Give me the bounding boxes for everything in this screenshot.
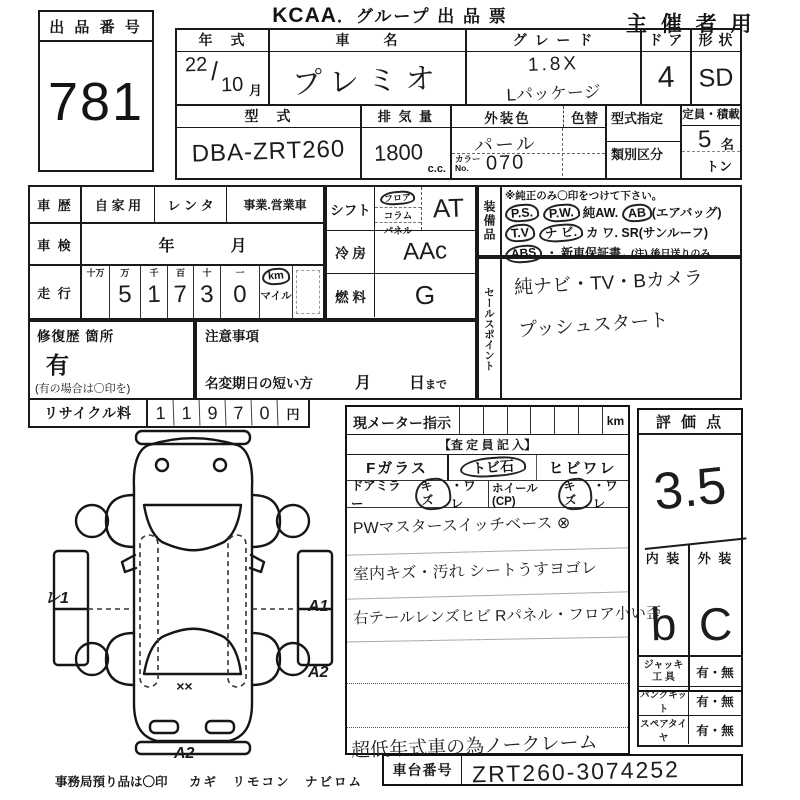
history-rental: レ ン タ	[155, 187, 227, 222]
color-value: パール	[473, 133, 538, 158]
door-mirror-cell	[347, 479, 489, 511]
classification-label: 類別区分	[611, 147, 664, 162]
puncture-kit-label: パンクキット	[639, 687, 689, 715]
inspection-month: 月	[230, 237, 247, 255]
form-title	[230, 2, 550, 28]
brand-logo: KCAA	[272, 4, 337, 27]
equipment-line2	[505, 223, 737, 242]
wheel-cell	[489, 479, 628, 511]
mark-right-a1: A1	[308, 598, 329, 615]
jack-tool-value: 有・無	[696, 665, 734, 680]
shift-opt-panel: パネル	[375, 222, 421, 237]
type-designation-cell	[607, 106, 682, 178]
capacity-unit: 名	[720, 137, 734, 152]
mirror-kizu-circled: キズ	[414, 477, 452, 511]
interior-grade: b	[649, 597, 678, 651]
pw-circled: P.W.	[542, 203, 580, 224]
color-change-label: 色替	[563, 106, 605, 127]
type-designation-label: 型式指定	[607, 106, 680, 142]
recycle-digit: 7	[226, 400, 253, 427]
rename-label: 名変期日の短い方	[205, 376, 313, 391]
chassis-label: 車台番号	[384, 756, 462, 784]
mileage-empty-cell	[293, 266, 323, 318]
office-note: 事務局預り品は〇印	[55, 775, 168, 789]
month-value: 10	[220, 73, 244, 97]
repair-label: 修復歴 箇所	[37, 329, 115, 344]
repair-value: 有	[46, 352, 69, 378]
genuine-aw: 純AW.	[582, 206, 619, 220]
displacement-value: 1800	[373, 139, 424, 166]
rating-box	[637, 408, 743, 692]
km-circled: km	[262, 267, 291, 286]
mark-rear-xx: ××	[176, 678, 193, 694]
displacement-unit: c.c.	[427, 163, 446, 175]
history-block	[28, 185, 325, 320]
car-topview-drawing	[40, 425, 345, 760]
recycle-digit: 1	[174, 400, 201, 427]
shift-value: AT	[432, 192, 465, 224]
car-name-cell	[270, 30, 467, 104]
grade-label: グ レ ー ド	[467, 30, 640, 52]
displacement-cell	[362, 106, 452, 178]
office-items-note	[55, 772, 363, 790]
mileage-cell-100: 百 7	[168, 266, 194, 318]
color-label: 外装色	[484, 110, 531, 126]
model-cell	[177, 106, 362, 178]
mileage-cell-1k: 千 1	[141, 266, 168, 318]
mark-right-a2: A2	[308, 664, 329, 681]
door-label: ド ア	[642, 30, 690, 52]
shape-label: 形 状	[692, 30, 740, 52]
history-private: 自 家 用	[82, 187, 155, 222]
mileage-unit-cell	[260, 266, 293, 318]
rename-made: まで	[425, 379, 448, 391]
inspector-entry-label: 【査 定 員 記 入】	[347, 435, 628, 455]
inspector-note-5-empty	[347, 684, 628, 728]
shift-block	[325, 185, 477, 320]
capacity-value: 5	[697, 125, 712, 154]
sales-point-line1: 純ナビ・TV・Bカメラ	[513, 267, 704, 299]
recycle-fee-row	[28, 398, 310, 428]
fuel-label: 燃 料	[327, 274, 375, 317]
shift-opt-column: コラム	[375, 207, 421, 222]
warranty-note: ←(注) 後日送りのみ	[621, 248, 711, 260]
lot-number-box	[38, 10, 154, 172]
mile-label: マイル	[260, 289, 292, 302]
ac-label: 冷 房	[327, 231, 375, 273]
rating-score: 3.5	[634, 430, 747, 550]
spare-tire-value: 有・無	[696, 724, 734, 738]
grade-cell	[467, 30, 642, 104]
meter-inspection-box	[345, 405, 662, 762]
capacity-label: 定員・積載	[682, 106, 740, 126]
caution-box	[195, 320, 477, 400]
recycle-digit: 9	[200, 400, 227, 427]
displacement-label: 排 気 量	[362, 106, 450, 128]
recycle-unit: 円	[286, 406, 300, 422]
mileage-cell-10k: 万 5	[110, 266, 141, 318]
mileage-cell-100k: 十万	[82, 266, 110, 318]
sales-point-label: セールスポイント	[479, 259, 502, 398]
inspector-note-1: PWマスタースイッチベース ⊗	[346, 504, 628, 555]
mark-left-v1: レ1	[44, 590, 69, 607]
stone-chip-circled: トビ石	[459, 455, 526, 480]
office-items: カギ リモコン ナビロム	[189, 775, 364, 789]
airbag-note: (エアバッグ)	[651, 206, 722, 220]
grade-value-line2: Lパッケージ	[506, 81, 601, 105]
equipment-line1	[505, 203, 737, 222]
model-label: 型 式	[177, 106, 360, 128]
mirror-ware: ・ワレ	[450, 479, 476, 511]
shape-cell	[692, 30, 740, 104]
meter-unit: km	[602, 407, 628, 434]
shift-options	[375, 187, 422, 237]
puncture-kit-value: 有・無	[696, 695, 734, 709]
recycle-label: リサイクル料	[30, 400, 148, 426]
rename-day: 日	[409, 375, 426, 392]
crack-label: ヒビワレ	[548, 460, 617, 477]
vehicle-table	[175, 28, 742, 180]
equipment-box	[477, 185, 742, 261]
year-label: 年 式	[177, 30, 268, 52]
airbag-circled: AB	[621, 203, 652, 223]
jack-tool-label: ジャッキ 工 具	[639, 657, 689, 686]
ac-value: AAc	[402, 237, 448, 266]
meter-label: 現メーター指示	[353, 415, 451, 431]
inspection-value	[82, 224, 323, 264]
color-no-value: 070	[485, 151, 526, 175]
mileage-cell-1: 一 0	[221, 266, 260, 318]
warranty-book: ・ 新車保証書	[545, 245, 622, 260]
car-name-label: 車 名	[270, 30, 465, 52]
recycle-digit: 1	[148, 400, 175, 427]
exterior-grade: C	[697, 597, 734, 651]
form-title-text: ．グループ 出 品 票	[336, 7, 508, 26]
wheel-ware: ・ワレ	[592, 479, 618, 511]
leather: カ ワ.	[585, 226, 618, 241]
inspector-note-3: 右テールレンズヒビ Rパネル・フロア小い歪	[347, 594, 629, 643]
mileage-label: 走 行	[30, 266, 82, 318]
lot-number-label: 出 品 番 号	[40, 12, 152, 42]
car-damage-diagram	[40, 425, 345, 760]
color-no-label: カラー No.	[455, 154, 481, 173]
abs-circled: ABS	[504, 243, 542, 263]
equipment-label: 装備品	[479, 187, 502, 255]
year-value: 22	[184, 53, 208, 77]
shape-value: SD	[698, 62, 734, 93]
rename-deadline-row	[205, 370, 465, 393]
color-cell	[452, 106, 607, 178]
shift-label: シフト	[327, 187, 375, 230]
shift-opt-floor-circled: フロア	[380, 190, 416, 207]
history-business: 事業.営業車	[243, 198, 307, 212]
recycle-digit: 0	[252, 400, 279, 427]
year-cell	[177, 30, 270, 104]
repair-box	[28, 320, 195, 400]
chassis-value: ZRT260-3074252	[471, 755, 681, 788]
organizer-label: 主 催 者 用	[626, 13, 756, 36]
lot-number-value: 781	[47, 72, 145, 132]
wheel-kizu-circled: キズ	[557, 477, 593, 511]
spare-tire-label: スペアタイヤ	[639, 716, 689, 744]
door-value: 4	[657, 60, 675, 95]
inspection-label: 車 検	[30, 224, 82, 264]
door-mirror-label: ドアミラー	[351, 479, 401, 511]
month-suffix: 月	[249, 83, 263, 98]
exterior-label: 外 装	[697, 550, 734, 566]
tools-box	[637, 655, 743, 747]
capacity-cell	[682, 106, 740, 178]
sales-point-box	[477, 257, 742, 400]
car-name-value: プレミオ	[291, 62, 444, 101]
year-slash: /	[210, 55, 219, 87]
no-claim-note: 超低年式車の為ノークレーム	[350, 732, 598, 762]
repair-note: (有の場合は〇印を)	[35, 383, 131, 395]
navi-circled: ナ ビ.	[538, 223, 583, 244]
caution-label: 注意事項	[205, 329, 259, 344]
fuel-value: G	[414, 279, 436, 311]
mileage-cell-10: 十 3	[194, 266, 221, 318]
inspection-year: 年	[158, 237, 175, 255]
sales-point-line2: プッシュスタート	[517, 310, 670, 342]
door-cell	[642, 30, 692, 104]
interior-label: 内 装	[645, 550, 682, 566]
rating-label: 評 価 点	[639, 410, 741, 435]
history-label: 車 歴	[30, 187, 82, 222]
sunroof: SR(サンルーフ)	[621, 226, 709, 241]
tv-circled: T.V	[504, 223, 535, 243]
inspector-note-4-empty	[347, 640, 628, 684]
equipment-note: ※純正のみ〇印をつけて下さい。	[505, 190, 663, 202]
front-glass-label: Fガラス	[347, 455, 449, 480]
mark-bottom-a2: A2	[174, 745, 195, 760]
grade-value-line1: 1.8X	[527, 53, 580, 76]
ps-circled: P.S.	[504, 203, 539, 224]
rename-month: 月	[355, 375, 372, 392]
model-value: DBA-ZRT260	[191, 135, 346, 168]
wheel-label: ホイール(CP)	[492, 483, 538, 508]
ton-unit: トン	[705, 159, 732, 174]
inspector-note-2: 室内キズ・汚れ シートうすヨゴレ	[346, 548, 628, 599]
chassis-number-row	[382, 754, 743, 786]
